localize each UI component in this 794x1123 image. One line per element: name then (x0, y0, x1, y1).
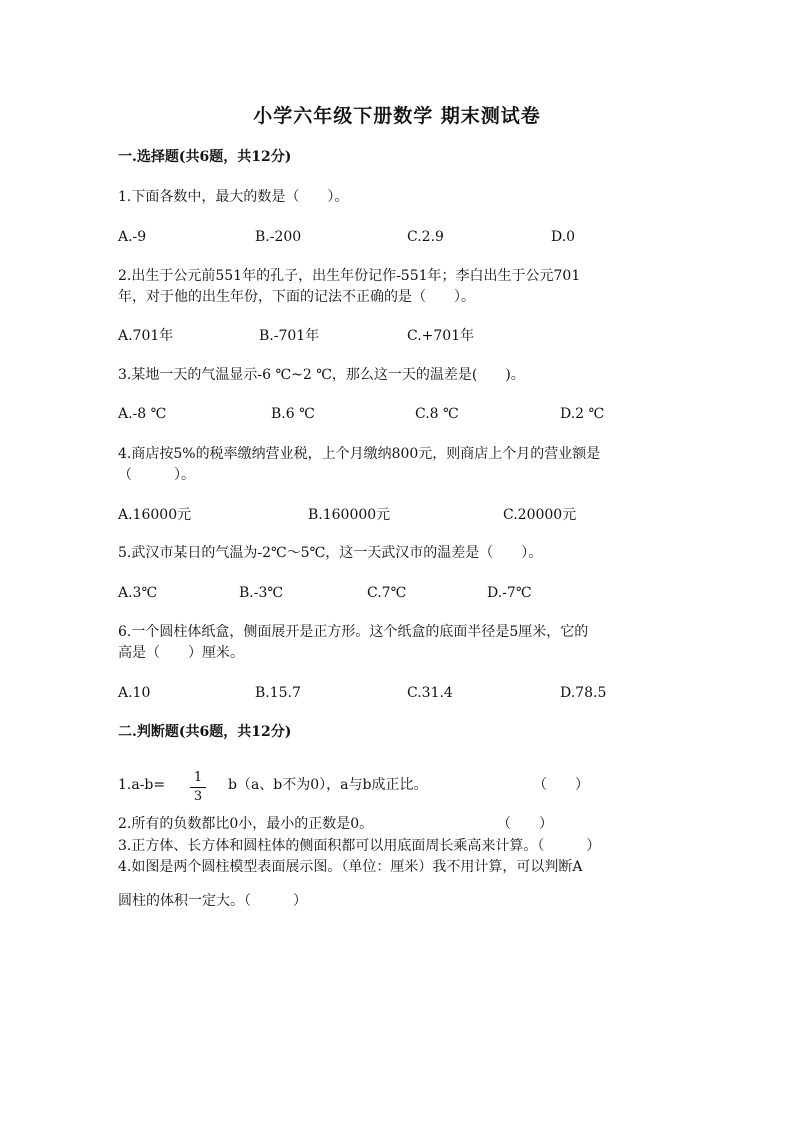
question-5-option-a: A.3℃ (118, 585, 158, 601)
question-6-option-c: C.31.4 (407, 685, 453, 701)
judge-3-text: 3.正方体、长方体和圆柱体的侧面积都可以用底面周长乘高来计算。（ ） (118, 838, 601, 854)
question-1-option-d: D.0 (551, 229, 576, 245)
page-title: 小学六年级下册数学 期末测试卷 (253, 105, 541, 127)
judge-4-line-2: 圆柱的体积一定大。（ ） (118, 893, 307, 909)
judge-1-answer-paren: （ ） (533, 777, 589, 793)
judge-1-suffix: b（a、b不为0），a与b成正比。 (228, 777, 428, 793)
question-3-option-b: B.6 ℃ (271, 406, 315, 422)
question-6-line-1: 6.一个圆柱体纸盒，侧面展开是正方形。这个纸盒的底面半径是5厘米，它的 (118, 624, 589, 640)
fraction-numerator: 1 (193, 770, 203, 785)
question-2-option-c: C.+701年 (407, 328, 475, 344)
section-heading-judgement: 二.判断题(共6题，共12分) (118, 724, 292, 740)
question-4-line-1: 4.商店按5%的税率缴纳营业税，上个月缴纳800元，则商店上个月的营业额是 (118, 446, 601, 462)
question-2-option-b: B.-701年 (259, 328, 320, 344)
fraction-denominator: 3 (193, 789, 203, 804)
judge-2-text: 2.所有的负数都比0小，最小的正数是0。 (118, 816, 374, 832)
question-2-line-1: 2.出生于公元前551年的孔子，出生年份记作-551年；李白出生于公元701 (118, 268, 581, 284)
fraction-bar (190, 787, 206, 788)
question-4-line-2: （ ）。 (118, 467, 195, 483)
question-4-option-b: B.160000元 (308, 507, 391, 523)
question-2-line-2: 年，对于他的出生年份，下面的记法不正确的是（ ）。 (118, 289, 475, 305)
judge-4-line-1: 4.如图是两个圆柱模型表面展示图。（单位：厘米）我不用计算，可以判断A (118, 859, 583, 875)
question-3-option-c: C.8 ℃ (415, 406, 459, 422)
judge-2-answer-paren: （ ） (497, 816, 553, 832)
question-3-text: 3.某地一天的气温显示-6 ℃~2 ℃，那么这一天的温差是( )。 (118, 367, 525, 383)
question-5-option-b: B.-3℃ (239, 585, 284, 601)
question-5-text: 5.武汉市某日的气温为-2℃～5℃，这一天武汉市的温差是（ ）。 (118, 545, 543, 561)
question-5-option-d: D.-7℃ (487, 585, 532, 601)
question-4-option-a: A.16000元 (118, 507, 192, 523)
question-1-option-c: C.2.9 (407, 229, 444, 245)
question-6-option-d: D.78.5 (560, 685, 607, 701)
question-6-option-a: A.10 (118, 685, 151, 701)
question-1-option-a: A.-9 (118, 229, 147, 245)
question-3-option-a: A.-8 ℃ (118, 406, 167, 422)
question-5-option-c: C.7℃ (367, 585, 407, 601)
question-3-option-d: D.2 ℃ (560, 406, 605, 422)
section-heading-choice: 一.选择题(共6题，共12分) (118, 149, 292, 165)
fraction-one-third (190, 770, 206, 805)
question-1-option-b: B.-200 (255, 229, 302, 245)
question-6-line-2: 高是（ ）厘米。 (118, 645, 244, 661)
question-6-option-b: B.15.7 (255, 685, 301, 701)
question-2-option-a: A.701年 (118, 328, 174, 344)
judge-1-prefix: 1.a-b= (118, 777, 166, 793)
question-1-text: 1.下面各数中，最大的数是（ ）。 (118, 189, 349, 205)
question-4-option-c: C.20000元 (503, 507, 577, 523)
